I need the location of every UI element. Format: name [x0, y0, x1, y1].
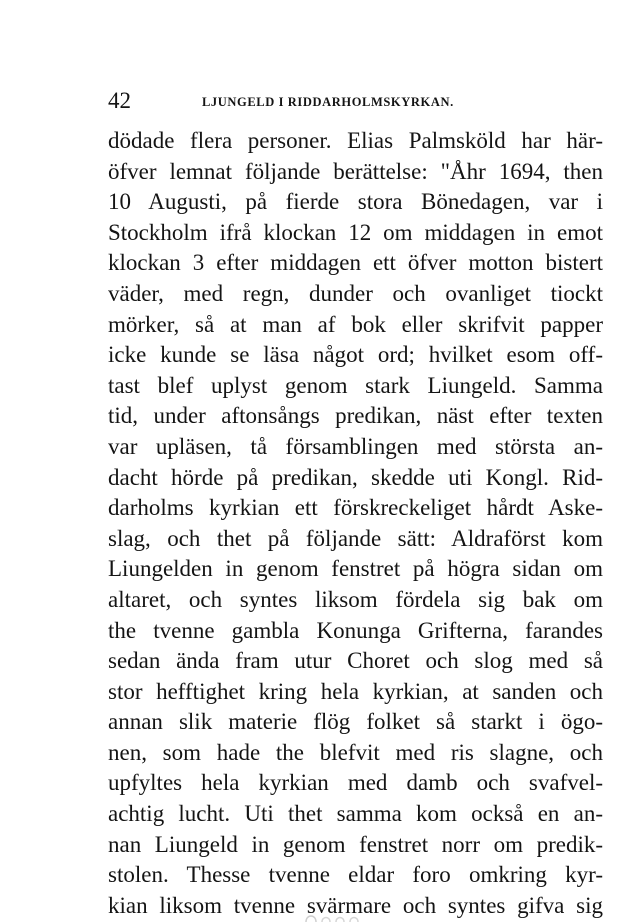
text-line: tid, under aftonsångs predikan, näst efter texten: [108, 403, 603, 429]
text-line: darholms kyrkian ett förskreckeliget hårdt Aske-: [108, 495, 603, 521]
text-line: öfver lemnat följande berättelse: "Åhr 1694, then: [108, 158, 603, 184]
text-line: stolen. Thesse tvenne eldar foro omkring kyr-: [108, 862, 603, 888]
running-title: LJUNGELD I RIDDARHOLMSKYRKAN.: [202, 95, 454, 109]
running-head: [108, 86, 528, 116]
text-line: väder, med regn, dunder och ovanliget tiockt: [108, 280, 603, 306]
body-text: [108, 126, 603, 921]
scan-watermark: [300, 910, 380, 922]
text-line: Stockholm ifrå klockan 12 om middagen in emot: [108, 219, 603, 245]
text-line: the tvenne gambla Konunga Grifterna, farandes: [108, 617, 603, 643]
text-line: kian liksom tvenne svärmare och syntes gifva sig: [108, 892, 603, 918]
watermark-graphic: [300, 910, 380, 922]
text-line: klockan 3 efter middagen ett öfver motton bistert: [108, 250, 603, 276]
text-line: altaret, och syntes liksom fördela sig bak om: [108, 586, 603, 612]
text-line: slag, och thet på följande sätt: Aldraförst kom: [108, 525, 603, 551]
page-number: 42: [108, 88, 131, 113]
text-line: nen, som hade the blefvit med ris slagne, och: [108, 739, 603, 765]
text-line: dödade flera personer. Elias Palmsköld har här-: [108, 128, 603, 153]
text-line: achtig lucht. Uti thet samma kom också en an-: [108, 801, 603, 827]
text-line: stor hefftighet kring hela kyrkian, at sanden och: [108, 678, 603, 704]
text-line: var upläsen, tå församblingen med största an-: [108, 433, 603, 459]
text-line: upfyltes hela kyrkian med damb och svafvel-: [108, 770, 603, 796]
text-line: nan Liungeld in genom fenstret norr om predik-: [108, 831, 603, 857]
text-line: icke kunde se läsa något ord; hvilket esom off-: [108, 342, 603, 368]
text-line: dacht hörde på predikan, skedde uti Kongl. Rid-: [108, 464, 603, 490]
text-line: annan slik materie flög folket så starkt i ögo-: [108, 709, 603, 735]
text-line: tast blef uplyst genom stark Liungeld. Samma: [108, 372, 603, 398]
text-line: sedan ända fram utur Choret och slog med så: [108, 648, 603, 674]
text-line: 10 Augusti, på fierde stora Bönedagen, var i: [108, 189, 603, 215]
text-line: mörker, så at man af bok eller skrifvit papper: [108, 311, 603, 337]
text-line: Liungelden in genom fenstret på högra sidan om: [108, 556, 603, 582]
